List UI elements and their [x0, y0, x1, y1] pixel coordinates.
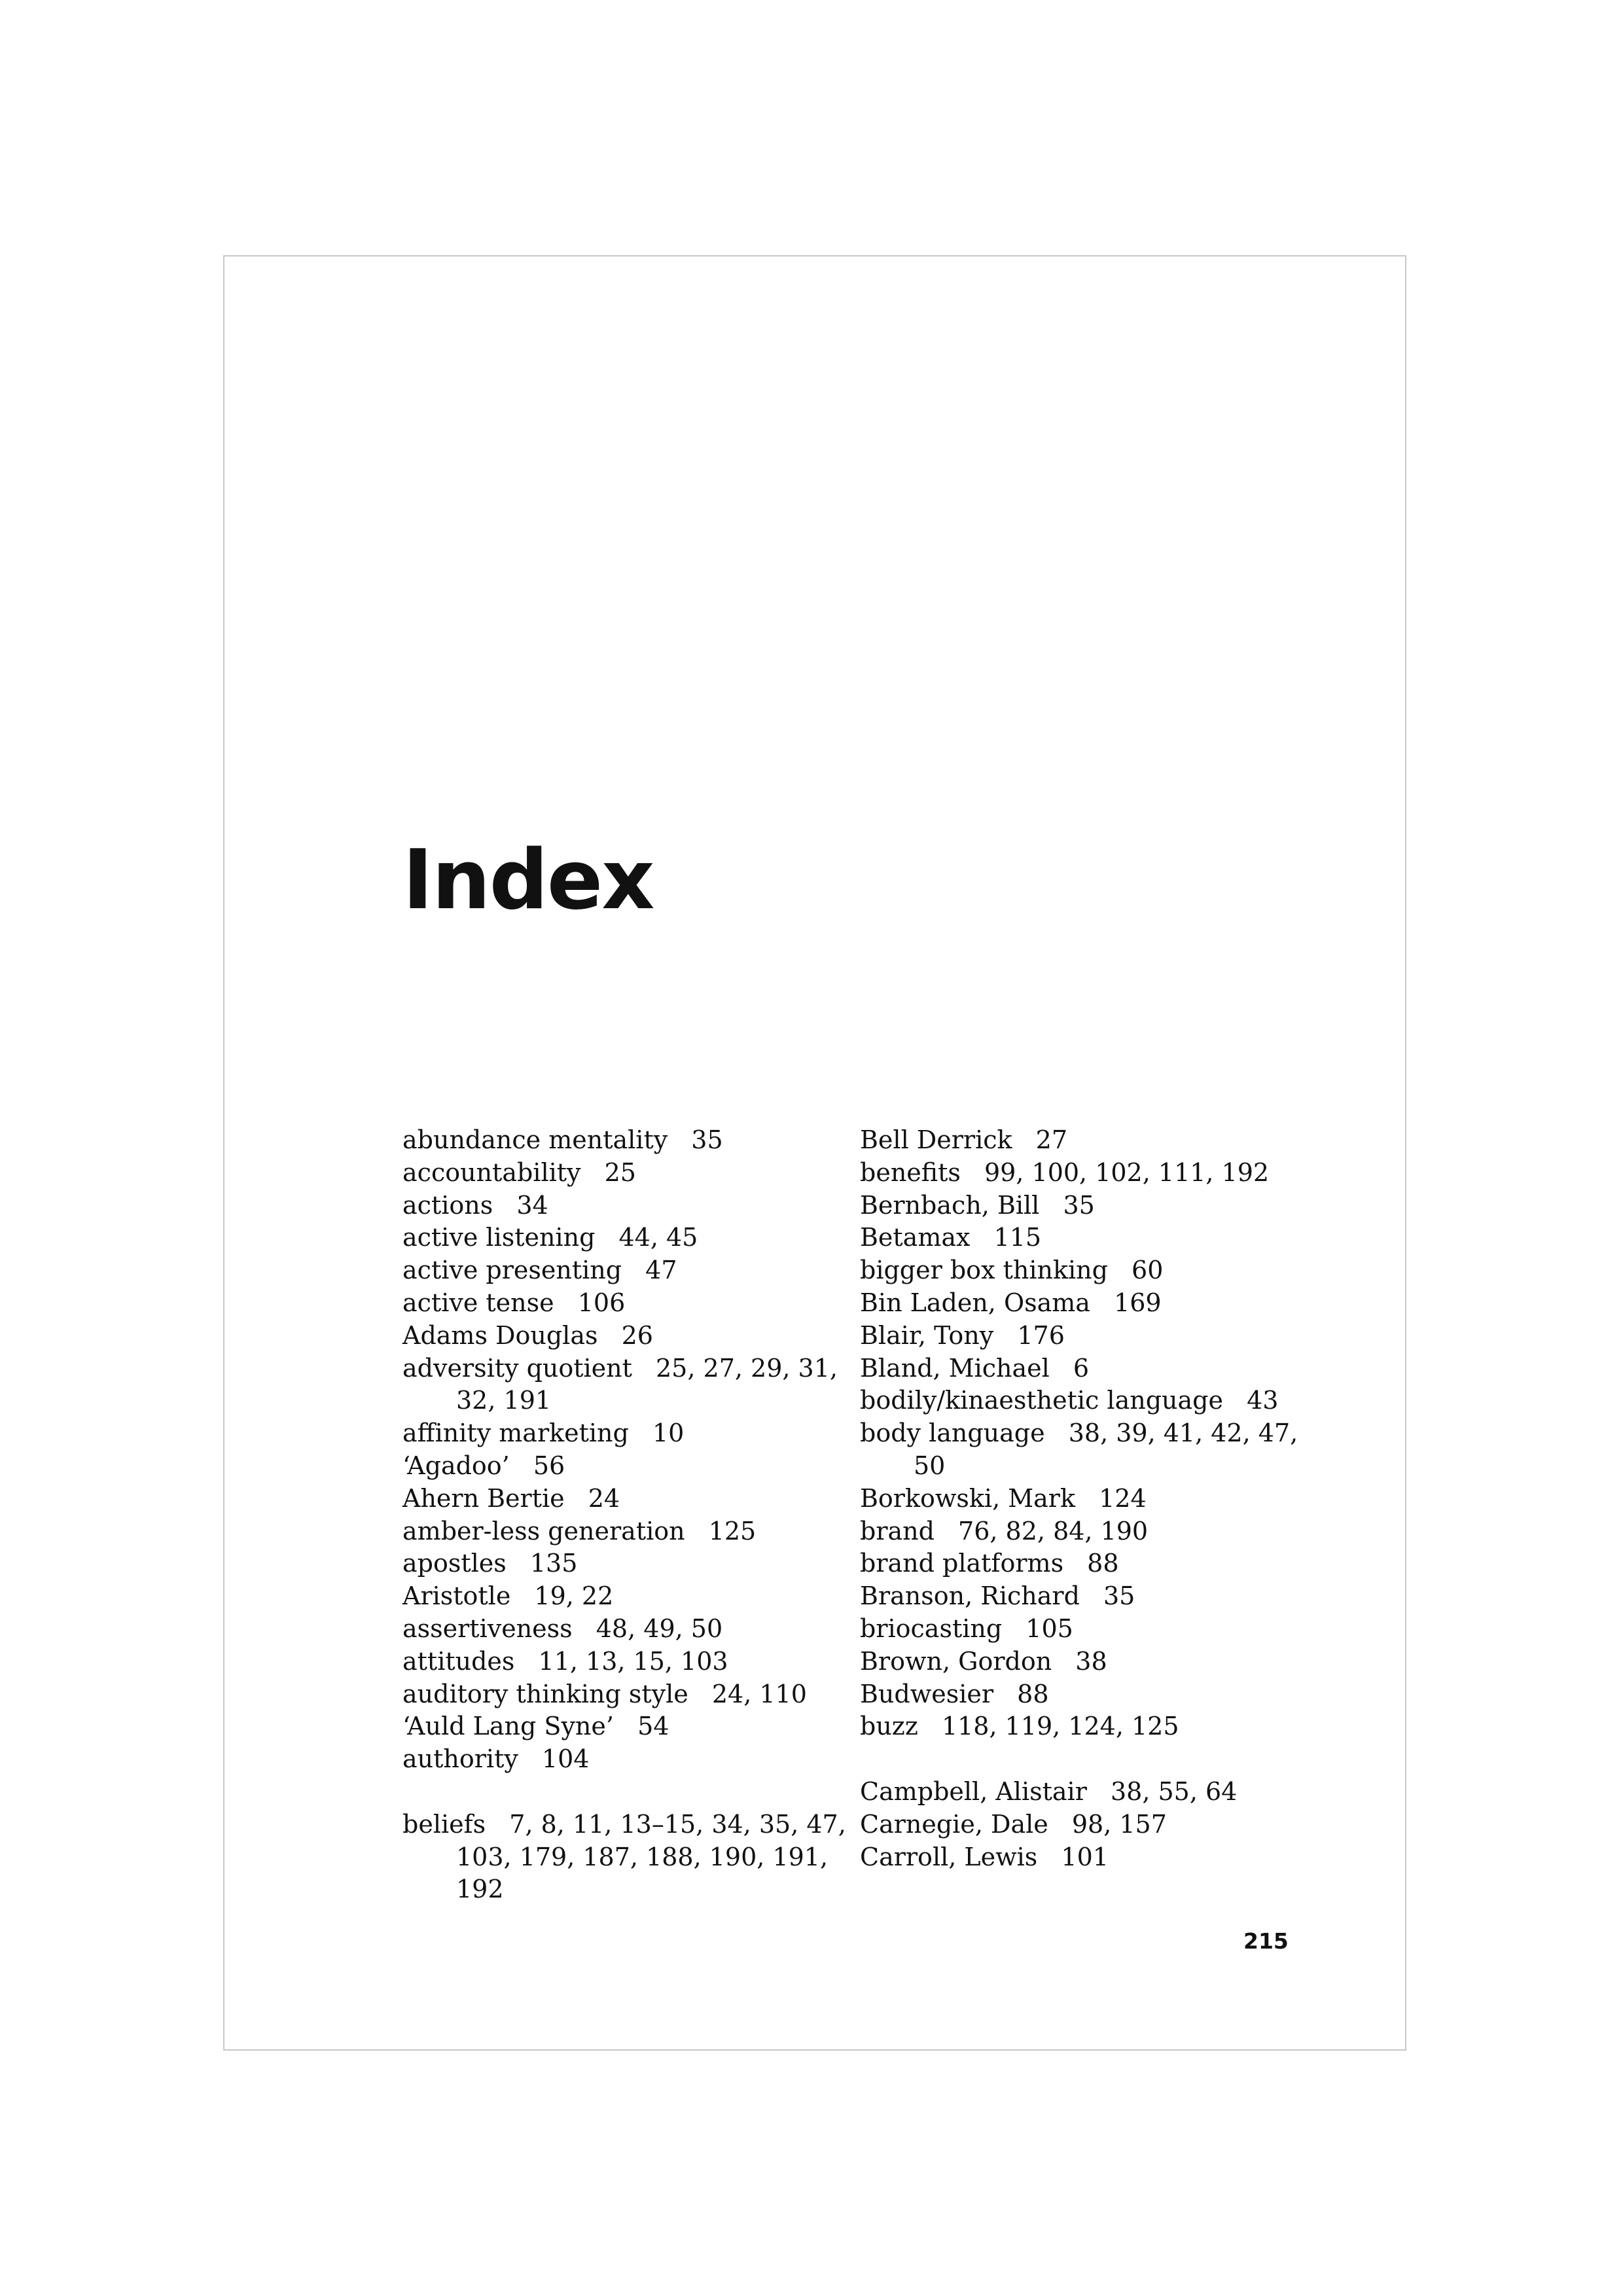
index-entry: [402, 1254, 854, 1287]
index-entry-pages: 6: [1073, 1353, 1090, 1383]
index-entry-term: Brown, Gordon: [860, 1646, 1052, 1676]
index-entry-term: Branson, Richard: [860, 1581, 1080, 1611]
index-entry: [860, 1613, 1318, 1646]
index-entry-pages: 60: [1132, 1256, 1164, 1285]
index-entry-term: Adams Douglas: [402, 1320, 598, 1350]
index-entry-pages: 47: [645, 1256, 677, 1285]
index-entry-term: adversity quotient: [402, 1353, 632, 1383]
index-entry-term: beliefs: [402, 1809, 486, 1839]
index-entry-term: apostles: [402, 1549, 507, 1578]
index-entry-term: Campbell, Alistair: [860, 1776, 1087, 1806]
index-entry-term: auditory thinking style: [402, 1679, 688, 1708]
index-entry: [860, 1287, 1318, 1320]
index-entry-pages: 99, 100, 102, 111, 192: [984, 1157, 1270, 1187]
index-entry-term: active presenting: [402, 1256, 622, 1285]
index-entry: [860, 1157, 1318, 1190]
page-title: Index: [402, 832, 654, 928]
index-entry: [860, 1222, 1318, 1254]
index-entry: [860, 1547, 1318, 1580]
index-entry: [860, 1646, 1318, 1678]
index-entry-term: authority: [402, 1744, 518, 1774]
index-entry-pages: 125: [708, 1516, 757, 1545]
index-entry-pages: 24: [588, 1483, 620, 1513]
index-entry: [860, 1385, 1318, 1417]
index-entry-term: brand platforms: [860, 1549, 1064, 1578]
index-entry-pages: 169: [1114, 1288, 1162, 1317]
index-entry: [860, 1124, 1318, 1157]
index-entry-pages: 54: [637, 1712, 669, 1741]
index-entry-pages: 34: [516, 1190, 548, 1220]
index-entry: [860, 1841, 1318, 1874]
index-entry-term: actions: [402, 1190, 493, 1220]
index-entry-term: brand: [860, 1516, 935, 1545]
index-entry: [402, 1320, 854, 1352]
index-entry-pages: 43: [1247, 1386, 1279, 1415]
index-entry-pages: 35: [691, 1125, 723, 1154]
index-entry-pages: 24, 110: [711, 1679, 807, 1708]
index-entry: [402, 1580, 854, 1613]
index-entry-pages: 25: [604, 1157, 636, 1187]
index-entry: [860, 1254, 1318, 1287]
page-number: 215: [1243, 1928, 1289, 1954]
index-entry: [860, 1710, 1318, 1743]
index-entry-pages: 25, 27, 29, 31, 32, 191: [456, 1353, 838, 1415]
index-entry: [402, 1483, 854, 1515]
index-entry-pages: 56: [533, 1451, 565, 1480]
index-entry-term: Carroll, Lewis: [860, 1842, 1038, 1871]
index-entry: [402, 1417, 854, 1450]
index-entry-pages: 35: [1063, 1190, 1095, 1220]
index-entry-pages: 135: [529, 1549, 578, 1578]
index-entry-term: affinity marketing: [402, 1419, 629, 1448]
index-entry: [860, 1320, 1318, 1352]
index-entry: [860, 1776, 1318, 1809]
index-entry-term: Betamax: [860, 1223, 971, 1252]
index-entry-term: bigger box thinking: [860, 1256, 1108, 1285]
index-entry: [860, 1483, 1318, 1515]
index-entry-term: assertiveness: [402, 1614, 573, 1643]
index-entry-term: Carnegie, Dale: [860, 1809, 1048, 1839]
index-entry: [860, 1352, 1318, 1385]
index-entry-pages: 76, 82, 84, 190: [958, 1516, 1149, 1545]
index-entry: [402, 1450, 854, 1483]
index-entry-term: abundance mentality: [402, 1125, 668, 1154]
index-entry: [402, 1710, 854, 1743]
index-entry-term: benefits: [860, 1157, 961, 1187]
index-entry-pages: 104: [541, 1744, 590, 1774]
index-entry: [402, 1809, 854, 1906]
index-entry-pages: 115: [993, 1223, 1042, 1252]
index-entry-pages: 44, 45: [618, 1223, 698, 1252]
index-entry: [402, 1547, 854, 1580]
index-entry: [402, 1222, 854, 1254]
index-entry-pages: 38, 55, 64: [1110, 1776, 1238, 1806]
index-entry-pages: 124: [1099, 1483, 1147, 1513]
index-entry-term: Aristotle: [402, 1581, 511, 1611]
index-entry-term: body language: [860, 1419, 1045, 1448]
index-entry: [402, 1124, 854, 1157]
index-entry-pages: 88: [1087, 1549, 1119, 1578]
index-entry: [402, 1157, 854, 1190]
index-entry-term: Blair, Tony: [860, 1320, 994, 1350]
index-entry: [402, 1515, 854, 1548]
index-entry-pages: 7, 8, 11, 13–15, 34, 35, 47, 103, 179, 187, 188, 190, 191, 192: [456, 1809, 846, 1904]
index-entry: [402, 1287, 854, 1320]
index-entry-pages: 10: [652, 1419, 685, 1448]
index-entry-term: accountability: [402, 1157, 581, 1187]
index-entry-term: active listening: [402, 1223, 596, 1252]
index-entry-pages: 27: [1035, 1125, 1067, 1154]
index-entry-term: Bernbach, Bill: [860, 1190, 1040, 1220]
index-entry-pages: 176: [1017, 1320, 1065, 1350]
index-entry-pages: 106: [577, 1288, 626, 1317]
index-entry-pages: 48, 49, 50: [596, 1614, 723, 1643]
index-entry-term: ‘Agadoo’: [402, 1451, 510, 1480]
index-entry-term: amber-less generation: [402, 1516, 685, 1545]
index-entry: [402, 1190, 854, 1222]
index-entry: [860, 1515, 1318, 1548]
index-entry-term: Bin Laden, Osama: [860, 1288, 1090, 1317]
index-column-left: [402, 1124, 854, 1906]
index-entry-term: briocasting: [860, 1614, 1003, 1643]
index-entry: [860, 1417, 1318, 1483]
index-entry: [402, 1352, 854, 1418]
index-entry-pages: 105: [1026, 1614, 1073, 1643]
index-entry-pages: 26: [621, 1320, 653, 1350]
index-entry-pages: 11, 13, 15, 103: [538, 1646, 728, 1676]
index-entry-pages: 35: [1103, 1581, 1135, 1611]
index-entry-pages: 98, 157: [1071, 1809, 1167, 1839]
index-entry-pages: 38, 39, 41, 42, 47, 50: [914, 1419, 1298, 1480]
index-entry-pages: 118, 119, 124, 125: [941, 1712, 1179, 1741]
index-entry-pages: 101: [1061, 1842, 1109, 1871]
index-entry: [402, 1678, 854, 1711]
index-entry-term: Ahern Bertie: [402, 1483, 565, 1513]
index-entry-term: Budwesier: [860, 1679, 994, 1708]
index-entry-term: Bell Derrick: [860, 1125, 1012, 1154]
index-entry: [860, 1678, 1318, 1711]
index-column-right: [860, 1124, 1318, 1873]
index-entry: [402, 1646, 854, 1678]
index-entry: [402, 1743, 854, 1776]
index-entry: [860, 1190, 1318, 1222]
index-entry-term: bodily/kinaesthetic language: [860, 1386, 1223, 1415]
index-entry-term: Bland, Michael: [860, 1353, 1050, 1383]
index-entry-pages: 88: [1017, 1679, 1049, 1708]
index-entry: [860, 1809, 1318, 1841]
index-entry: [860, 1580, 1318, 1613]
index-entry-term: Borkowski, Mark: [860, 1483, 1075, 1513]
index-entry-pages: 38: [1075, 1646, 1107, 1676]
index-entry-term: buzz: [860, 1712, 918, 1741]
index-entry-term: attitudes: [402, 1646, 515, 1676]
index-entry-term: active tense: [402, 1288, 554, 1317]
index-entry-term: ‘Auld Lang Syne’: [402, 1712, 614, 1741]
index-entry: [402, 1613, 854, 1646]
index-entry-pages: 19, 22: [534, 1581, 614, 1611]
